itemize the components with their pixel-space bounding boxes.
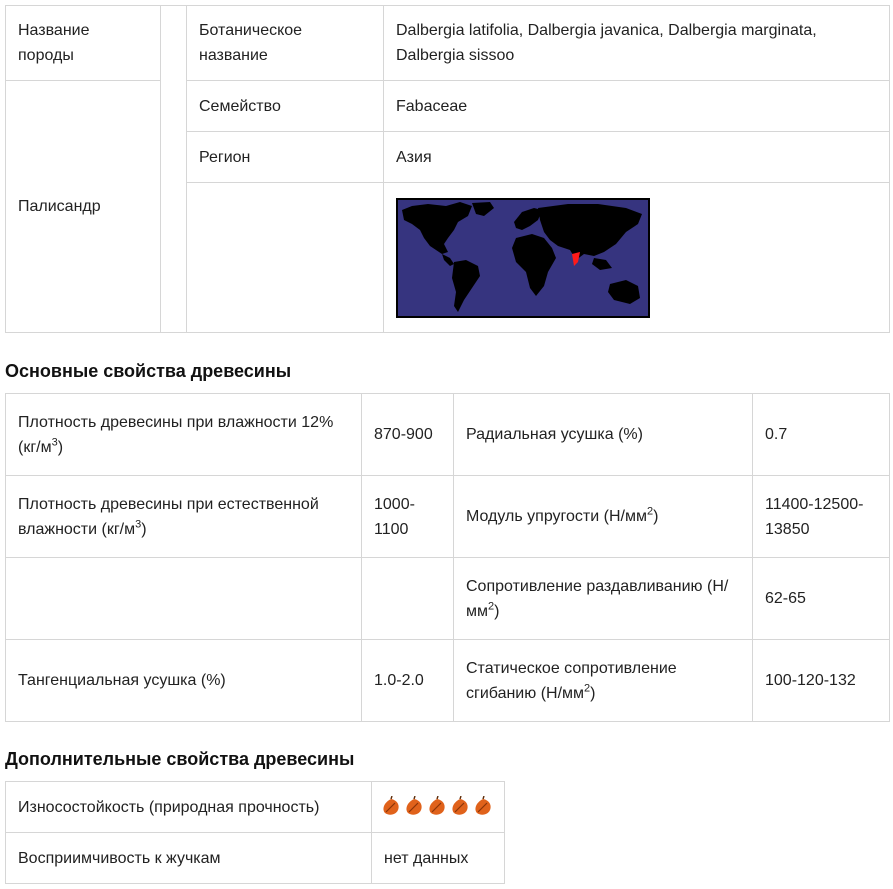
botanical-name-value: Dalbergia latifolia, Dalbergia javanica, Dalbergia marginata, Dalbergia sissoo bbox=[384, 6, 890, 81]
family-label: Семейство bbox=[187, 81, 384, 132]
property-row bbox=[6, 476, 890, 558]
region-label: Регион bbox=[187, 132, 384, 183]
r-property-value: 11400-12500-13850 bbox=[753, 476, 890, 558]
region-value: Азия bbox=[384, 132, 890, 183]
world-map bbox=[396, 198, 650, 318]
family-value: Fabaceae bbox=[384, 81, 890, 132]
r-property-label: Сопротивление раздавливанию $(Н/мм^2)$ bbox=[454, 558, 753, 640]
l-property-value: 1000-1100 bbox=[362, 476, 454, 558]
insect-susceptibility-label: Восприимчивость к жучкам bbox=[6, 833, 372, 884]
l-property-label: Тангенциальная усушка (%) bbox=[6, 640, 362, 722]
property-row bbox=[6, 558, 890, 640]
l-property-value bbox=[362, 558, 454, 640]
species-name-value: Палисандр bbox=[6, 81, 161, 333]
l-property-label bbox=[6, 558, 362, 640]
leaf-icon bbox=[472, 796, 494, 818]
extra-properties-title: Дополнительные свойства древесины bbox=[5, 749, 355, 769]
wear-resistance-rating bbox=[372, 782, 505, 833]
wear-resistance-label: Износостойкость (природная прочность) bbox=[6, 782, 372, 833]
species-table bbox=[5, 5, 890, 333]
leaf-icon bbox=[403, 796, 425, 818]
extra-properties-table bbox=[5, 781, 505, 884]
main-properties-title: Основные свойства древесины bbox=[5, 361, 292, 381]
leaf-icon bbox=[426, 796, 448, 818]
l-property-label: Плотность древесины при естественной влажности $(кг/м^3)$ bbox=[6, 476, 362, 558]
property-row bbox=[6, 394, 890, 476]
botanical-name-label: Ботаническое название bbox=[187, 6, 384, 81]
r-property-value: 100-120-132 bbox=[753, 640, 890, 722]
l-property-label: Плотность древесины при влажности 12% $(кг/м^3)$ bbox=[6, 394, 362, 476]
r-property-label: Статическое сопротивление сгибанию $(Н/мм^2)$ bbox=[454, 640, 753, 722]
species-name-header: Название породы bbox=[6, 6, 161, 81]
l-property-value: 870-900 bbox=[362, 394, 454, 476]
r-property-label: Радиальная усушка (%) bbox=[454, 394, 753, 476]
insect-susceptibility-value: нет данных bbox=[372, 833, 505, 884]
r-property-label: Модуль упругости $(Н/мм^2)$ bbox=[454, 476, 753, 558]
leaf-icon bbox=[380, 796, 402, 818]
property-row bbox=[6, 640, 890, 722]
leaf-icon bbox=[449, 796, 471, 818]
r-property-value: 0.7 bbox=[753, 394, 890, 476]
map-label-cell bbox=[187, 183, 384, 333]
main-properties-table bbox=[5, 393, 890, 722]
map-cell bbox=[384, 183, 890, 333]
spacer-column bbox=[161, 6, 187, 333]
r-property-value: 62-65 bbox=[753, 558, 890, 640]
l-property-value: 1.0-2.0 bbox=[362, 640, 454, 722]
